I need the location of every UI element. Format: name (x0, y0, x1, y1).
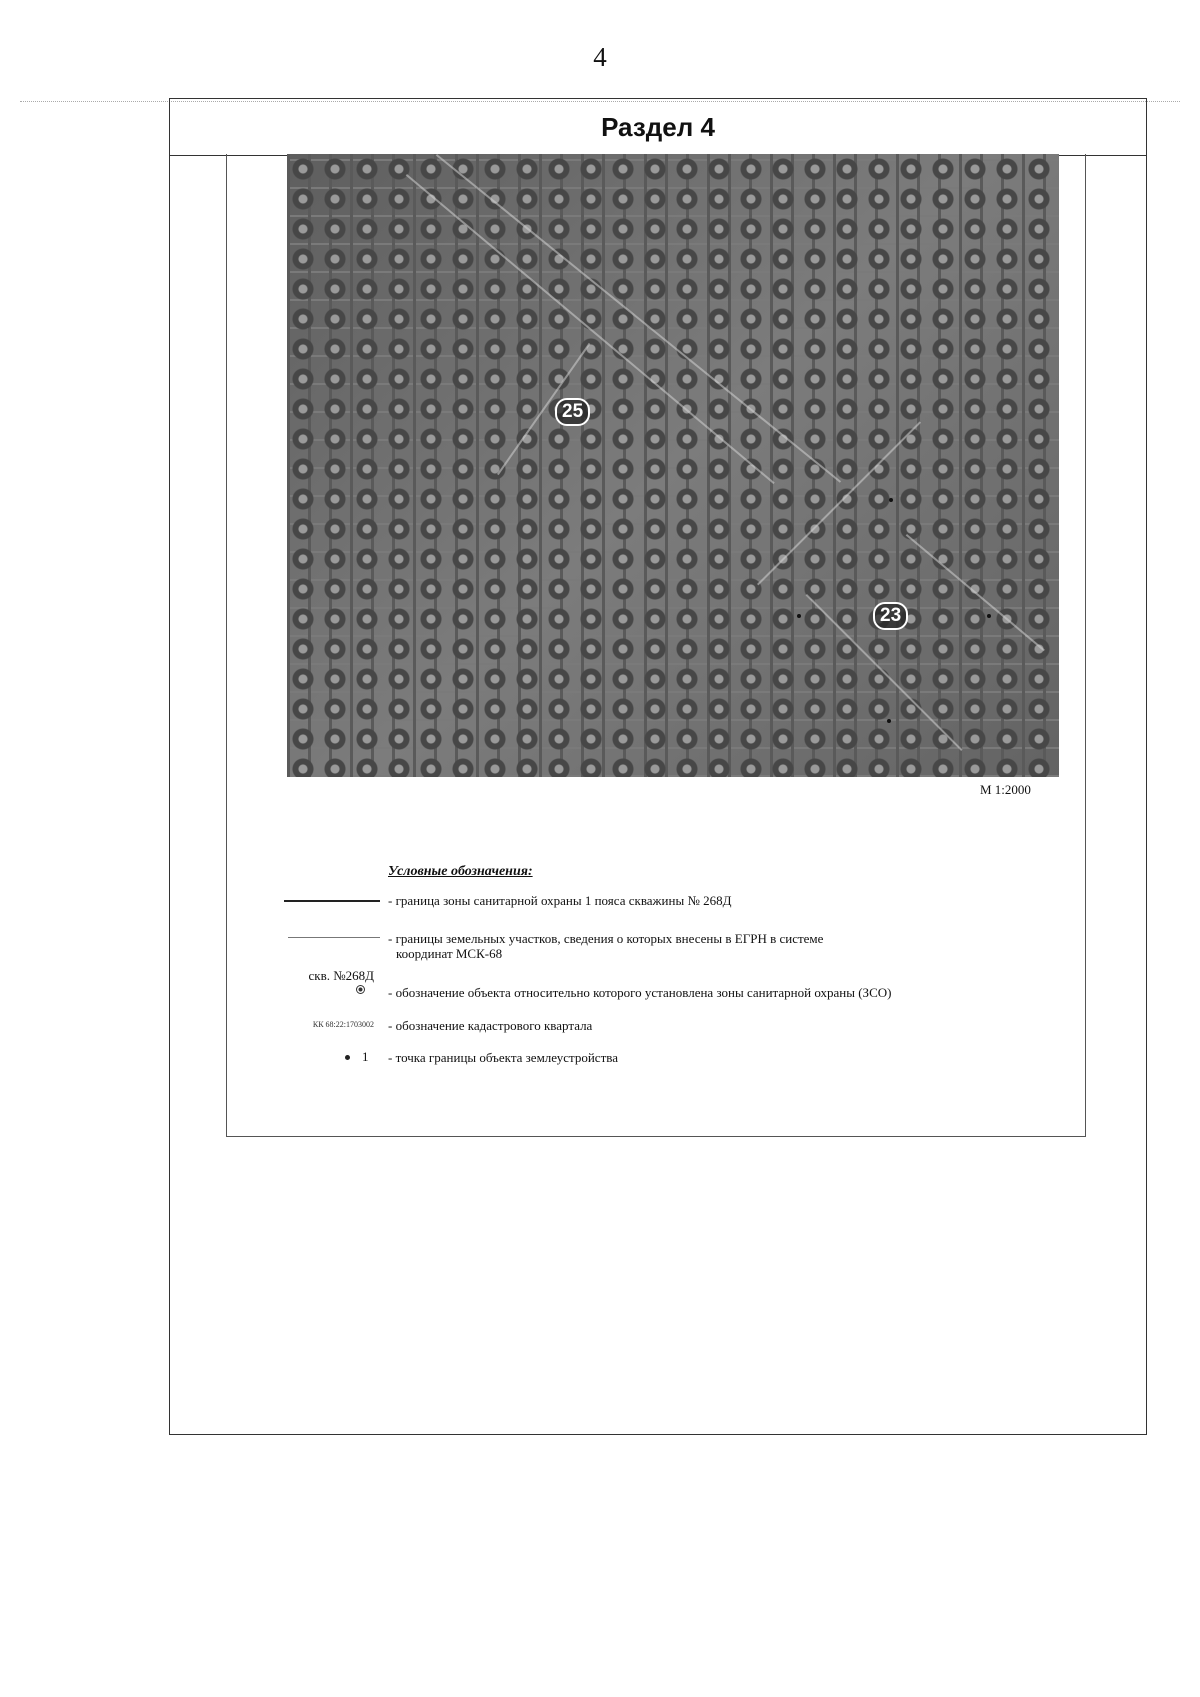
cadastral-quarter-label: КК 68:22:1703002 (312, 1020, 374, 1029)
zso-boundary-symbol (284, 900, 380, 902)
section-title: Раздел 4 (170, 99, 1146, 156)
map-image (287, 154, 1059, 777)
page-number: 4 (593, 42, 607, 72)
parcel-boundary-line (906, 534, 1045, 651)
legend-text: координат МСК-68 (396, 946, 503, 961)
parcel-label: 25 (555, 398, 590, 426)
well-marker-icon (356, 985, 365, 994)
legend-text: - обозначение кадастрового квартала (388, 1018, 593, 1033)
boundary-point-icon (345, 1055, 350, 1060)
parcel-boundary-symbol (288, 937, 380, 938)
boundary-point (889, 498, 893, 502)
boundary-point (797, 614, 801, 618)
boundary-point (887, 719, 891, 723)
legend-text: - точка границы объекта землеустройства (388, 1050, 618, 1065)
road-line (406, 174, 775, 484)
boundary-point-label: 1 (362, 1049, 369, 1064)
parcel-boundary-line (757, 421, 921, 585)
road-line (436, 154, 841, 483)
map-scale: М 1:2000 (980, 782, 1031, 797)
parcel-label: 23 (873, 602, 908, 630)
well-label: скв. №268Д (308, 968, 374, 983)
legend-title: Условные обозначения: (388, 864, 533, 879)
boundary-point (987, 614, 991, 618)
legend-text: - обозначение объекта относительно которого установлена зоны санитарной охраны (ЗСО) (388, 985, 892, 1000)
legend-text: - границы земельных участков, сведения о которых внесены в ЕГРН в системе (388, 931, 824, 946)
legend-text: - граница зоны санитарной охраны 1 пояса скважины № 268Д (388, 893, 732, 908)
